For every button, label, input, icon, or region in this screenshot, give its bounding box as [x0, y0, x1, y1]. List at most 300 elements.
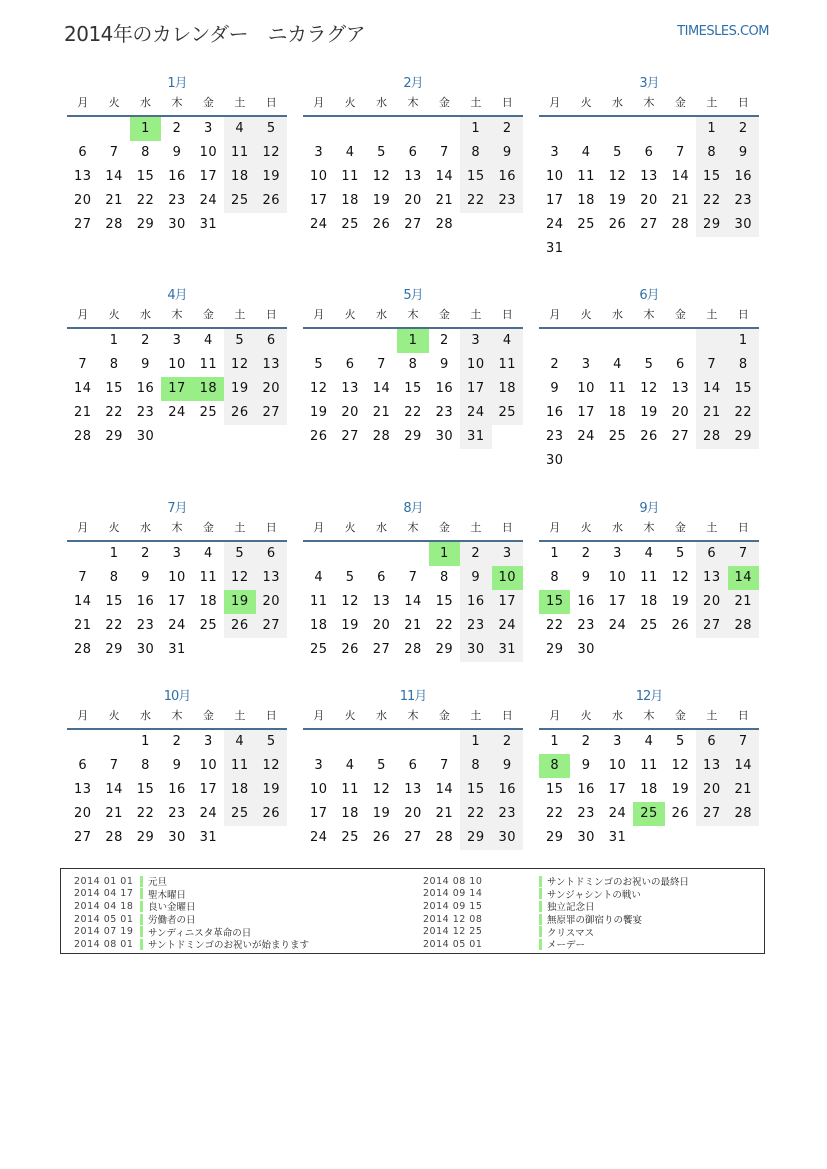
day-cell: 19	[671, 782, 690, 797]
weekday-label: 月	[313, 709, 325, 722]
day-cell: 4	[224, 730, 255, 754]
day-cell: 1	[109, 546, 119, 561]
day-cell: 6	[676, 357, 685, 372]
day-cell: 1	[696, 117, 727, 141]
empty-day-cell	[67, 542, 98, 566]
day-cell: 2	[172, 734, 182, 749]
holiday-marker	[539, 901, 542, 912]
day-cell: 15	[545, 782, 564, 797]
day-cell: 17	[168, 594, 186, 609]
weekday-label: 水	[140, 521, 152, 534]
day-cell: 22	[696, 189, 727, 213]
empty-day-cell	[224, 638, 255, 662]
day-cell: 6	[78, 758, 88, 773]
empty-day-cell	[193, 638, 224, 662]
empty-day-cell	[334, 117, 365, 141]
weekday-label: 金	[202, 96, 214, 109]
day-cell: 19	[671, 594, 690, 609]
weekday-label: 月	[77, 96, 89, 109]
empty-day-cell	[602, 449, 633, 473]
month-name: 3月	[639, 76, 659, 91]
day-cell: 27	[372, 642, 391, 657]
day-cell: 9	[460, 566, 491, 590]
day-cell: 31	[545, 241, 564, 256]
empty-day-cell	[570, 449, 601, 473]
holiday-day-cell: 1	[429, 542, 460, 566]
month-name: 7月	[167, 501, 187, 516]
day-cell: 6	[256, 329, 287, 353]
weekday-label: 土	[470, 96, 482, 109]
day-cell: 18	[341, 806, 359, 821]
day-cell: 4	[204, 546, 213, 561]
day-cell: 4	[204, 333, 213, 348]
weekday-label: 月	[549, 521, 561, 534]
holiday-name: 労働者の日	[148, 915, 196, 927]
day-cell: 11	[199, 570, 218, 585]
empty-day-cell	[696, 237, 727, 261]
holiday-list-item	[74, 925, 309, 938]
day-cell: 6	[408, 145, 418, 160]
day-cell: 9	[728, 141, 759, 165]
day-cell: 2	[440, 333, 449, 348]
day-cell: 23	[136, 405, 155, 420]
day-cell: 10	[309, 169, 328, 184]
weekday-label: 金	[438, 96, 450, 109]
day-cell: 27	[73, 830, 92, 845]
day-cell: 18	[492, 377, 523, 401]
day-cell: 23	[728, 189, 759, 213]
weekday-label: 木	[643, 709, 655, 722]
day-cell: 20	[404, 806, 422, 821]
weekday-label: 木	[407, 96, 419, 109]
holiday-name: サントドミンゴのお祝いが始まります	[148, 940, 310, 952]
day-cell: 29	[136, 830, 155, 845]
day-cell: 15	[728, 377, 759, 401]
day-cell: 3	[314, 145, 324, 160]
day-cell: 27	[341, 429, 359, 444]
holiday-list-right	[423, 875, 689, 951]
empty-day-cell	[256, 826, 287, 850]
day-cell: 11	[224, 754, 255, 778]
day-cell: 30	[545, 453, 564, 468]
day-cell: 1	[109, 333, 119, 348]
weekday-label: 水	[612, 308, 624, 321]
day-cell: 6	[696, 542, 727, 566]
day-cell: 16	[435, 381, 454, 396]
day-cell: 16	[728, 165, 759, 189]
day-cell: 26	[372, 830, 391, 845]
day-cell: 20	[73, 806, 92, 821]
day-cell: 26	[309, 429, 328, 444]
day-cell: 29	[696, 213, 727, 237]
empty-day-cell	[224, 826, 255, 850]
day-cell: 2	[172, 121, 182, 136]
day-cell: 2	[728, 117, 759, 141]
day-cell: 11	[309, 594, 328, 609]
day-cell: 22	[105, 405, 123, 420]
day-cell: 25	[224, 802, 255, 826]
empty-day-cell	[303, 542, 334, 566]
day-cell: 24	[545, 217, 564, 232]
day-cell: 2	[550, 357, 560, 372]
empty-day-cell	[696, 329, 727, 353]
day-cell: 8	[460, 754, 491, 778]
day-cell: 12	[671, 570, 690, 585]
day-cell: 22	[728, 401, 759, 425]
empty-day-cell	[633, 329, 664, 353]
day-cell: 15	[136, 169, 155, 184]
holiday-date: 2014 09 14	[423, 888, 483, 900]
day-cell: 25	[640, 618, 658, 633]
day-cell: 13	[341, 381, 359, 396]
weekday-label: 日	[501, 308, 513, 321]
month-1	[67, 75, 287, 237]
weekday-header	[539, 706, 759, 730]
day-cell: 12	[671, 758, 690, 773]
day-cell: 31	[168, 642, 186, 657]
weekday-label: 月	[313, 521, 325, 534]
day-cell: 26	[608, 217, 627, 232]
weekday-label: 火	[580, 308, 592, 321]
day-cell: 12	[608, 169, 627, 184]
day-cell: 12	[372, 782, 391, 797]
day-cell: 13	[256, 566, 287, 590]
holiday-list-item	[74, 900, 309, 913]
empty-day-cell	[728, 638, 759, 662]
day-cell: 19	[256, 165, 287, 189]
day-cell: 21	[73, 405, 92, 420]
weekday-label: 月	[77, 709, 89, 722]
day-grid	[67, 329, 287, 449]
day-cell: 23	[492, 802, 523, 826]
empty-day-cell	[492, 425, 523, 449]
month-2	[303, 75, 523, 237]
day-cell: 7	[676, 145, 685, 160]
day-cell: 27	[640, 217, 658, 232]
day-cell: 21	[404, 618, 422, 633]
day-cell: 10	[460, 353, 491, 377]
day-cell: 22	[545, 806, 564, 821]
month-name: 4月	[167, 288, 187, 303]
weekday-label: 水	[612, 709, 624, 722]
day-cell: 27	[404, 217, 422, 232]
empty-day-cell	[67, 117, 98, 141]
weekday-header	[67, 518, 287, 542]
holiday-marker	[539, 926, 542, 937]
holiday-day-cell: 8	[539, 754, 570, 778]
day-cell: 20	[341, 405, 359, 420]
day-cell: 6	[644, 145, 654, 160]
empty-day-cell	[224, 425, 255, 449]
day-cell: 21	[435, 806, 454, 821]
weekday-label: 月	[549, 709, 561, 722]
day-cell: 24	[168, 405, 186, 420]
day-cell: 27	[73, 217, 92, 232]
day-cell: 3	[581, 357, 591, 372]
weekday-label: 火	[580, 521, 592, 534]
month-name: 1月	[167, 76, 187, 91]
day-cell: 14	[435, 169, 454, 184]
day-cell: 13	[671, 381, 690, 396]
holiday-name: クリスマス	[547, 927, 595, 939]
day-cell: 20	[256, 590, 287, 614]
weekday-label: 火	[344, 308, 356, 321]
day-cell: 15	[404, 381, 422, 396]
month-3	[539, 75, 759, 261]
holiday-marker	[140, 926, 143, 937]
empty-day-cell	[633, 449, 664, 473]
weekday-label: 火	[580, 96, 592, 109]
month-name: 9月	[639, 501, 659, 516]
holiday-name: メーデー	[547, 940, 586, 952]
day-cell: 25	[199, 618, 218, 633]
day-cell: 20	[671, 405, 690, 420]
day-cell: 14	[105, 782, 123, 797]
weekday-label: 土	[470, 308, 482, 321]
day-cell: 26	[372, 217, 391, 232]
weekday-header	[303, 93, 523, 117]
weekday-label: 水	[612, 521, 624, 534]
day-cell: 12	[309, 381, 328, 396]
empty-day-cell	[397, 117, 428, 141]
holiday-list-item	[74, 938, 309, 951]
brand-logo[interactable]: TIMESLES.COM	[677, 24, 769, 39]
holiday-name: 元旦	[148, 877, 168, 889]
weekday-label: 木	[407, 709, 419, 722]
weekday-label: 日	[737, 521, 749, 534]
weekday-label: 水	[140, 96, 152, 109]
holiday-date: 2014 09 15	[423, 900, 483, 912]
day-cell: 5	[256, 117, 287, 141]
day-cell: 31	[199, 830, 218, 845]
day-cell: 3	[172, 546, 182, 561]
weekday-label: 火	[580, 709, 592, 722]
weekday-label: 日	[265, 521, 277, 534]
day-cell: 8	[408, 357, 418, 372]
day-cell: 8	[141, 758, 150, 773]
day-cell: 21	[696, 401, 727, 425]
weekday-label: 日	[265, 308, 277, 321]
day-cell: 23	[168, 193, 186, 208]
weekday-header	[539, 305, 759, 329]
weekday-label: 月	[77, 308, 89, 321]
empty-day-cell	[366, 329, 397, 353]
day-grid	[303, 117, 523, 237]
day-cell: 5	[644, 357, 654, 372]
holiday-date: 2014 12 25	[423, 926, 483, 938]
day-cell: 10	[309, 782, 328, 797]
day-cell: 1	[728, 329, 759, 353]
weekday-label: 木	[171, 96, 183, 109]
day-cell: 17	[608, 594, 627, 609]
day-cell: 28	[728, 802, 759, 826]
day-cell: 7	[109, 758, 119, 773]
day-cell: 10	[608, 758, 627, 773]
day-cell: 14	[105, 169, 123, 184]
day-cell: 29	[105, 429, 123, 444]
day-cell: 24	[460, 401, 491, 425]
weekday-header	[303, 706, 523, 730]
day-cell: 5	[256, 730, 287, 754]
day-cell: 14	[73, 594, 92, 609]
day-cell: 29	[545, 830, 564, 845]
day-cell: 2	[492, 117, 523, 141]
day-cell: 6	[256, 542, 287, 566]
empty-day-cell	[256, 425, 287, 449]
day-grid	[539, 542, 759, 662]
day-cell: 4	[613, 357, 622, 372]
day-cell: 11	[577, 169, 595, 184]
weekday-label: 木	[643, 521, 655, 534]
empty-day-cell	[602, 237, 633, 261]
day-cell: 26	[671, 618, 690, 633]
day-cell: 6	[78, 145, 88, 160]
day-cell: 6	[408, 758, 418, 773]
day-cell: 26	[224, 401, 255, 425]
day-cell: 14	[728, 754, 759, 778]
weekday-label: 月	[313, 96, 325, 109]
day-cell: 24	[608, 618, 627, 633]
weekday-label: 木	[407, 308, 419, 321]
day-cell: 25	[224, 189, 255, 213]
day-cell: 1	[141, 734, 150, 749]
holiday-day-cell: 18	[193, 377, 224, 401]
day-cell: 9	[141, 570, 150, 585]
day-cell: 2	[460, 542, 491, 566]
weekday-label: 木	[171, 521, 183, 534]
day-cell: 13	[696, 754, 727, 778]
holiday-day-cell: 1	[397, 329, 428, 353]
day-cell: 21	[728, 778, 759, 802]
holiday-marker	[539, 914, 542, 925]
holiday-list-left	[74, 875, 309, 951]
weekday-label: 土	[234, 521, 246, 534]
month-9	[539, 500, 759, 662]
day-cell: 13	[404, 169, 422, 184]
holiday-marker	[539, 876, 542, 887]
empty-day-cell	[570, 117, 601, 141]
day-cell: 18	[224, 778, 255, 802]
day-cell: 1	[550, 546, 560, 561]
day-cell: 26	[671, 806, 690, 821]
weekday-label: 水	[140, 308, 152, 321]
day-cell: 24	[492, 614, 523, 638]
empty-day-cell	[256, 213, 287, 237]
day-cell: 10	[577, 381, 595, 396]
page-title: 2014年のカレンダー ニカラグア	[64, 22, 366, 46]
day-cell: 10	[168, 570, 186, 585]
day-grid	[539, 117, 759, 261]
month-name: 11月	[399, 689, 427, 704]
day-cell: 10	[168, 357, 186, 372]
day-cell: 4	[314, 570, 324, 585]
weekday-label: 木	[171, 308, 183, 321]
day-cell: 8	[440, 570, 449, 585]
holiday-marker	[140, 914, 143, 925]
holiday-date: 2014 08 01	[74, 938, 134, 950]
month-name: 8月	[403, 501, 423, 516]
day-cell: 11	[341, 782, 359, 797]
empty-day-cell	[633, 237, 664, 261]
empty-day-cell	[429, 730, 460, 754]
weekday-label: 土	[234, 96, 246, 109]
holiday-day-cell: 10	[492, 566, 523, 590]
day-cell: 10	[545, 169, 564, 184]
day-cell: 13	[404, 782, 422, 797]
empty-day-cell	[728, 449, 759, 473]
holiday-marker	[140, 876, 143, 887]
day-cell: 5	[613, 145, 622, 160]
holiday-marker	[539, 888, 542, 899]
day-cell: 23	[136, 618, 155, 633]
weekday-label: 火	[344, 709, 356, 722]
empty-day-cell	[67, 329, 98, 353]
day-cell: 14	[671, 169, 690, 184]
day-cell: 10	[199, 758, 218, 773]
day-cell: 3	[460, 329, 491, 353]
weekday-label: 日	[501, 521, 513, 534]
day-cell: 25	[492, 401, 523, 425]
holiday-marker	[140, 901, 143, 912]
day-cell: 8	[109, 570, 119, 585]
day-grid	[67, 542, 287, 662]
day-cell: 30	[435, 429, 454, 444]
day-cell: 16	[168, 782, 186, 797]
day-cell: 3	[204, 734, 213, 749]
day-cell: 12	[256, 141, 287, 165]
day-cell: 4	[492, 329, 523, 353]
day-cell: 2	[581, 734, 591, 749]
day-cell: 19	[608, 193, 627, 208]
weekday-label: 日	[265, 709, 277, 722]
day-cell: 20	[372, 618, 391, 633]
day-cell: 22	[105, 618, 123, 633]
day-cell: 21	[105, 806, 123, 821]
day-cell: 7	[440, 145, 449, 160]
day-cell: 25	[608, 429, 627, 444]
empty-day-cell	[602, 117, 633, 141]
day-cell: 29	[728, 425, 759, 449]
day-cell: 7	[728, 542, 759, 566]
day-cell: 6	[696, 730, 727, 754]
month-11	[303, 688, 523, 850]
day-cell: 8	[109, 357, 119, 372]
weekday-label: 月	[549, 96, 561, 109]
day-cell: 18	[309, 618, 328, 633]
day-cell: 23	[168, 806, 186, 821]
day-cell: 12	[256, 754, 287, 778]
day-cell: 3	[314, 758, 324, 773]
empty-day-cell	[633, 826, 664, 850]
holiday-marker	[539, 939, 542, 950]
holiday-list-item	[423, 888, 689, 901]
empty-day-cell	[98, 117, 129, 141]
weekday-header	[67, 706, 287, 730]
day-cell: 20	[404, 193, 422, 208]
weekday-label: 土	[706, 96, 718, 109]
empty-day-cell	[397, 730, 428, 754]
empty-day-cell	[429, 117, 460, 141]
day-cell: 16	[168, 169, 186, 184]
day-cell: 15	[105, 381, 123, 396]
holiday-day-cell: 19	[224, 590, 255, 614]
weekday-header	[539, 518, 759, 542]
day-cell: 7	[440, 758, 449, 773]
empty-day-cell	[539, 329, 570, 353]
day-cell: 19	[341, 618, 359, 633]
weekday-label: 火	[108, 308, 120, 321]
day-cell: 4	[581, 145, 591, 160]
